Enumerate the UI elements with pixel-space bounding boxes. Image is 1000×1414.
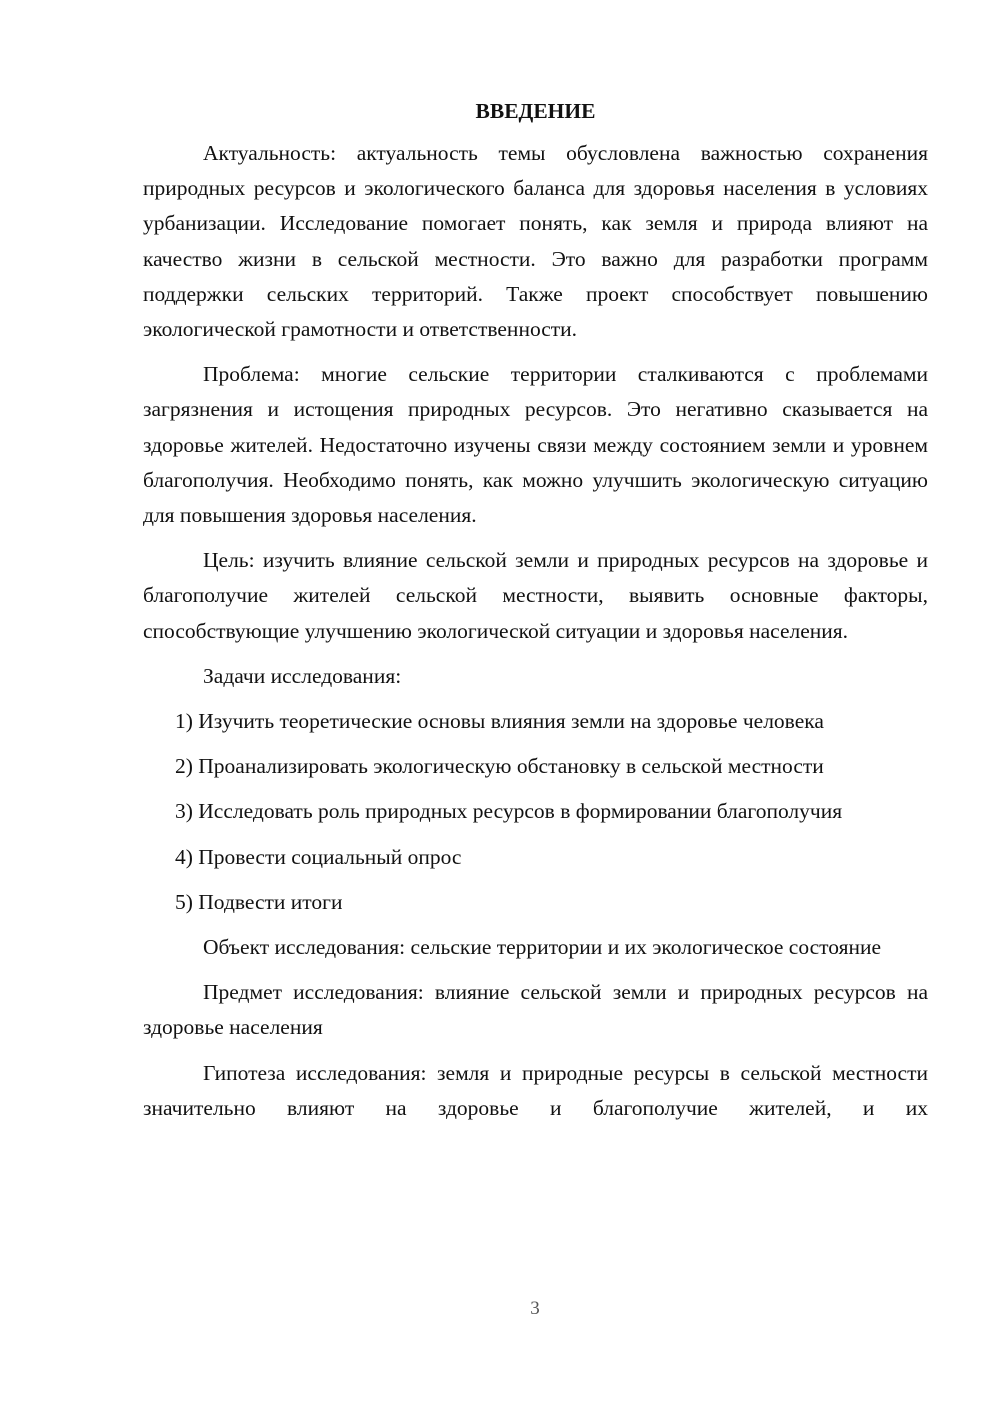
list-item-task-5: 5) Подвести итоги xyxy=(175,889,343,914)
paragraph-problem: Проблема: многие сельские территории сталкиваются с проблемами загрязнения и истощения природных ресурсов. Это негативно сказывается на здоровье жителей. Недостаточно изучены связи между состоянием земли и уровнем благополучия. Необходимо понять, как можно улучшить экологическую ситуацию для повышения здоровья населения. xyxy=(143,362,928,528)
paragraph-relevance: Актуальность: актуальность темы обусловлена важностью сохранения природных ресурсов и экологического баланса для здоровья населения в условиях урбанизации. Исследование помогает понять, как земля и природа влияют на качество жизни в сельской местности. Это важно для разработки программ поддержки сельских территорий. Также проект способствует повышению экологической грамотности и ответственности. xyxy=(143,141,928,342)
section-heading: ВВЕДЕНИЕ xyxy=(475,99,596,123)
paragraph-tasks-title: Задачи исследования: xyxy=(203,663,402,688)
list-item-task-1: 1) Изучить теоретические основы влияния земли на здоровье человека xyxy=(175,709,824,734)
paragraph-object: Объект исследования: сельские территории и их экологическое состояние xyxy=(203,935,882,960)
list-item-task-2: 2) Проанализировать экологическую обстановку в сельской местности xyxy=(175,754,824,779)
page-number: 3 xyxy=(530,1298,540,1319)
paragraph-goal: Цель: изучить влияние сельской земли и природных ресурсов на здоровье и благополучие жителей сельской местности, выявить основные факторы, способствующие улучшению экологической ситуации и здоровья населения. xyxy=(143,548,928,643)
paragraph-hypothesis: Гипотеза исследования: земля и природные ресурсы в сельской местности значительно влияют на здоровье и благополучие жителей, и их xyxy=(143,1060,928,1120)
paragraph-subject: Предмет исследования: влияние сельской земли и природных ресурсов на здоровье населения xyxy=(143,980,928,1040)
list-item-task-4: 4) Провести социальный опрос xyxy=(175,844,462,869)
list-item-task-3: 3) Исследовать роль природных ресурсов в формировании благополучия xyxy=(175,799,843,824)
document-page xyxy=(143,96,928,1136)
